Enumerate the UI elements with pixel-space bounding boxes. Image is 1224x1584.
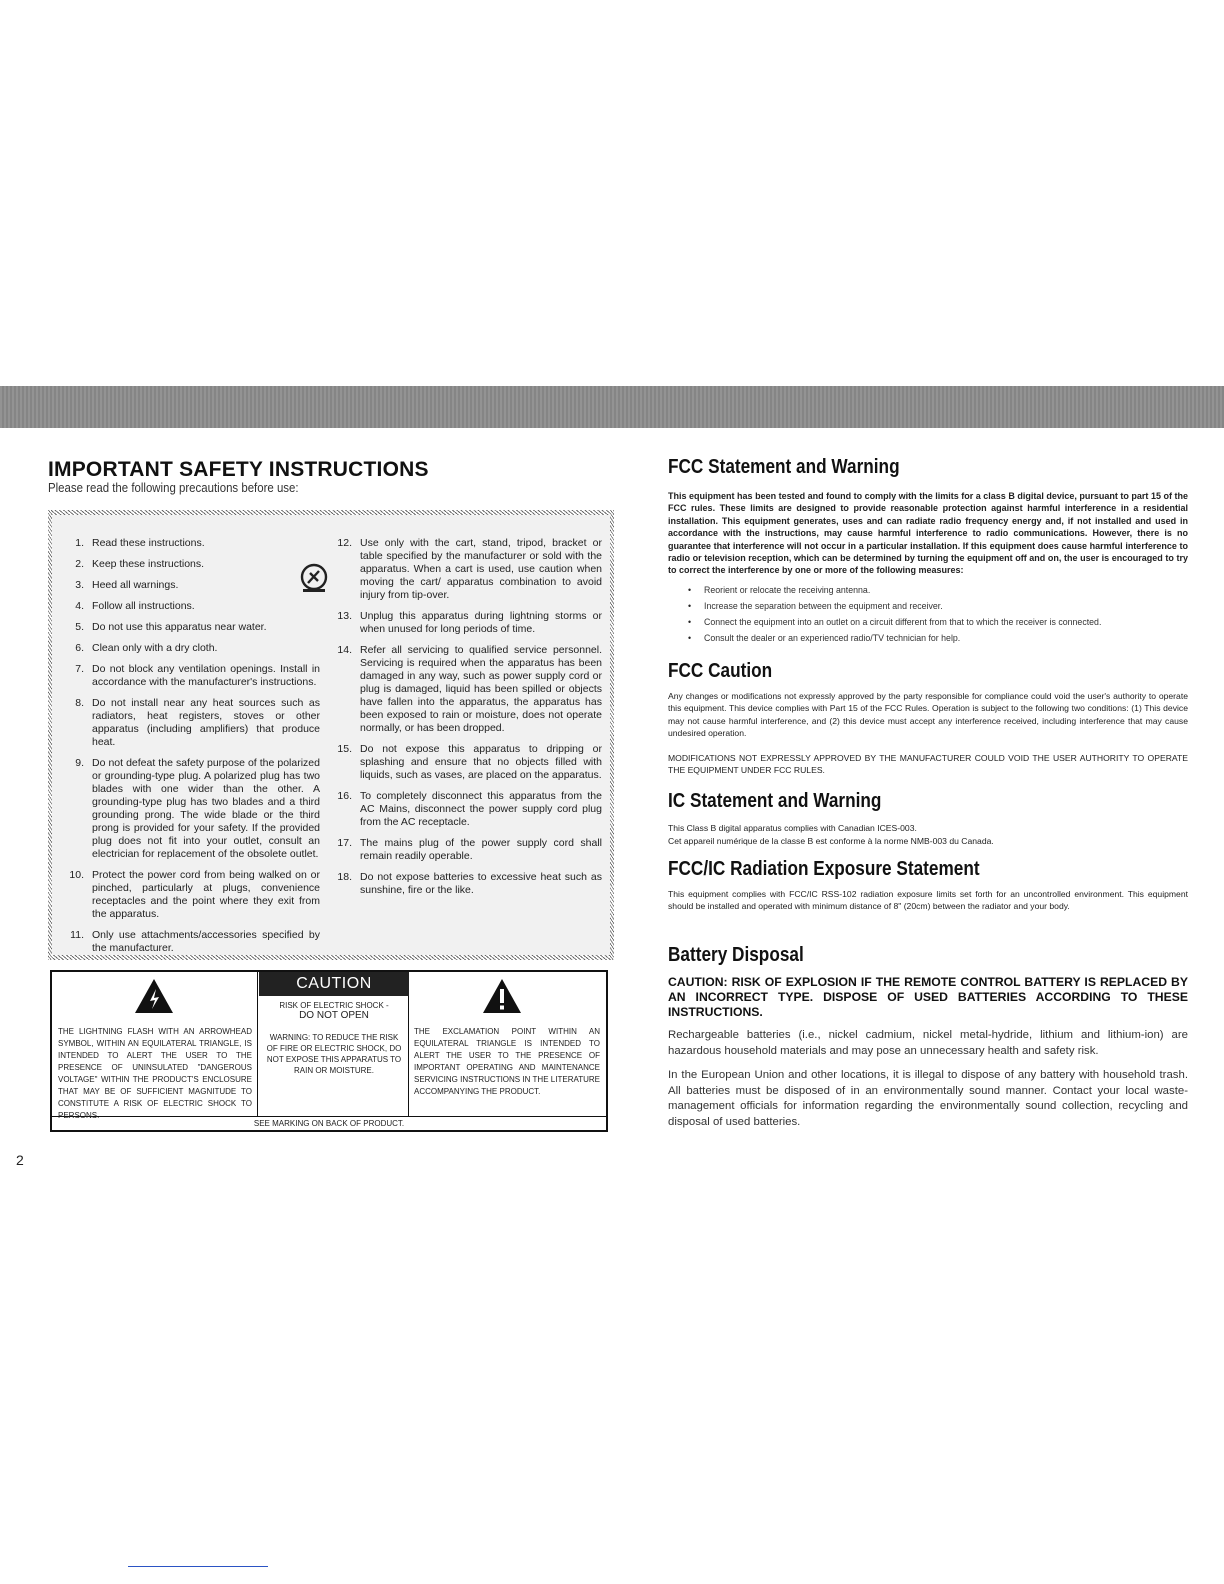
lightning-symbol-text: THE LIGHTNING FLASH WITH AN ARROWHEAD SYMBOL, WITHIN AN EQUILATERAL TRIANGLE, IS INTENDED TO ALERT THE USER TO THE PRESENCE OF UNINSULATED "DANGEROUS VOLTAGE" WITHIN THE PRODUCT'S ENCLOSURE THAT MAY BE OF SUFFICIENT MAGNITUDE TO CONSTITUTE A RISK OF ELECTRIC SHOCK TO PERSONS. bbox=[58, 1027, 252, 1120]
list-item bbox=[66, 642, 320, 655]
list-item: • Consult the dealer or an experienced radio/TV technician for help. bbox=[688, 630, 1188, 646]
exclamation-symbol-text: THE EXCLAMATION POINT WITHIN AN EQUILATERAL TRIANGLE IS INTENDED TO ALERT THE USER TO THE PRESENCE OF IMPORTANT OPERATING AND MAINTENANCE SERVICING INSTRUCTIONS IN THE LITERATURE ACCOMPANYING THE PRODUCT. bbox=[414, 1027, 600, 1096]
item-number: 15. bbox=[337, 743, 352, 755]
item-number: 16. bbox=[337, 790, 352, 802]
item-text: Refer all servicing to qualified service personnel. Servicing is required when the apparatus has been damaged in any way, such as power supply cord or plug is damaged, liquid has been spilled or objects have fallen into the apparatus, the apparatus has been exposed to rain or moisture, does not operate normally, or has been dropped. bbox=[360, 644, 602, 734]
list-item bbox=[334, 537, 602, 602]
item-text: Use only with the cart, stand, tripod, bracket or table specified by the manufacturer or sold with the apparatus. When a cart is used, use caution when moving the cart/ apparatus combination to avoid injury from tip-over. bbox=[360, 537, 602, 601]
caution-sub-2: DO NOT OPEN bbox=[299, 1010, 369, 1021]
item-number: 6. bbox=[75, 642, 84, 654]
footer-rule bbox=[128, 1566, 268, 1567]
safety-instructions-box bbox=[48, 510, 614, 960]
item-text: Do not expose this apparatus to dripping or splashing and ensure that no objects filled with liquids, such as vases, are placed on the apparatus. bbox=[360, 743, 602, 781]
fcc-statement-body: This equipment has been tested and found to comply with the limits for a class B digital device, pursuant to part 15 of the FCC rules. These limits are designed to provide reasonable protection against harmful interference in a residential installation. This equipment generates, uses and can radiate radio frequency energy and, if not installed and used in accordance with the instructions, may cause harmful interference to radio communications. However, there is no guarantee that interference will not occur in a particular installation. If this equipment does cause harmful interference to radio or television reception, which can be determined by turning the equipment off and on, the user is encouraged to try to correct the interference by one or more of the following measures: bbox=[668, 491, 1188, 576]
item-number: 10. bbox=[69, 869, 84, 881]
list-item bbox=[66, 621, 320, 634]
cart-tipover-icon bbox=[299, 563, 329, 593]
fcc-caution-modifications: MODIFICATIONS NOT EXPRESSLY APPROVED BY THE MANUFACTURER COULD VOID THE USER AUTHORITY TO OPERATE THE EQUIPMENT UNDER FCC RULES. bbox=[668, 753, 1188, 776]
item-text: Do not block any ventilation openings. Install in accordance with the manufacturer's instructions. bbox=[92, 663, 320, 688]
item-text: To completely disconnect this apparatus from the AC Mains, disconnect the power supply cord plug from the AC receptacle. bbox=[360, 790, 602, 828]
item-text: Do not install near any heat sources such as radiators, heat registers, stoves or other apparatus (including amplifiers) that produce heat. bbox=[92, 697, 320, 748]
item-text: Do not expose batteries to excessive heat such as sunshine, fire or the like. bbox=[360, 871, 602, 896]
item-number: 8. bbox=[75, 697, 84, 709]
list-item bbox=[334, 743, 602, 782]
fcc-statement-heading: FCC Statement and Warning bbox=[668, 456, 900, 478]
caution-sub-1: RISK OF ELECTRIC SHOCK - bbox=[279, 1001, 389, 1010]
header-bar bbox=[0, 386, 1224, 428]
list-item bbox=[66, 579, 320, 592]
radiation-body: This equipment complies with FCC/IC RSS-102 radiation exposure limits set forth for an uncontrolled environment. This equipment should be installed and operated with minimum distance of 8" (20cm) between the radiator and your body. bbox=[668, 889, 1188, 912]
battery-paragraph-2: In the European Union and other locations, it is illegal to dispose of any battery with household trash. All batteries must be disposed of in an environmentally sound manner. Contact your local waste-management officials for information regarding the environmentally sound collection, recycling and disposal of used batteries. bbox=[668, 1069, 1188, 1128]
item-number: 17. bbox=[337, 837, 352, 849]
ic-statement-heading: IC Statement and Warning bbox=[668, 790, 882, 812]
list-item bbox=[334, 644, 602, 735]
item-text: Heed all warnings. bbox=[92, 579, 179, 591]
list-item bbox=[334, 790, 602, 829]
ic-statement-line-1: This Class B digital apparatus complies with Canadian ICES-003. bbox=[668, 823, 917, 833]
ic-statement-line-2: Cet appareil numérique de la classe B est conforme à la norme NMB-003 du Canada. bbox=[668, 836, 994, 846]
battery-heading: Battery Disposal bbox=[668, 944, 804, 966]
caution-warning-text: WARNING: TO REDUCE THE RISK OF FIRE OR ELECTRIC SHOCK, DO NOT EXPOSE THIS APPARATUS TO RAIN OR MOISTURE. bbox=[266, 1033, 402, 1075]
page-number: 2 bbox=[16, 1152, 24, 1168]
item-text: Read these instructions. bbox=[92, 537, 205, 549]
item-number: 5. bbox=[75, 621, 84, 633]
list-item bbox=[66, 757, 320, 861]
divider bbox=[257, 972, 258, 1116]
item-text: Only use attachments/accessories specified by the manufacturer. bbox=[92, 929, 320, 954]
list-item bbox=[66, 869, 320, 921]
safety-column-right bbox=[334, 537, 602, 905]
safety-subtitle: Please read the following precautions before use: bbox=[48, 480, 299, 495]
radiation-heading: FCC/IC Radiation Exposure Statement bbox=[668, 858, 980, 880]
caution-table bbox=[50, 970, 608, 1132]
item-number: 1. bbox=[75, 537, 84, 549]
item-text: Clean only with a dry cloth. bbox=[92, 642, 218, 654]
item-number: 9. bbox=[75, 757, 84, 769]
item-number: 13. bbox=[337, 610, 352, 622]
item-number: 4. bbox=[75, 600, 84, 612]
fcc-caution-body: Any changes or modifications not expressly approved by the party responsible for compliance could void the user's authority to operate this equipment. This device complies with Part 15 of the FCC Rules. Operation is subject to the following two conditions: (1) This device may not cause harmful interference, and (2) this device must accept any interference received, including interference that may cause undesired operation. bbox=[668, 691, 1188, 738]
exclamation-warning-icon bbox=[482, 978, 522, 1014]
item-text: The mains plug of the power supply cord shall remain readily operable. bbox=[360, 837, 602, 862]
list-item bbox=[66, 537, 320, 550]
item-text: Follow all instructions. bbox=[92, 600, 195, 612]
item-number: 2. bbox=[75, 558, 84, 570]
list-item bbox=[66, 929, 320, 955]
list-item bbox=[334, 871, 602, 897]
list-item bbox=[66, 697, 320, 749]
fcc-caution-heading: FCC Caution bbox=[668, 660, 773, 682]
lightning-warning-icon bbox=[134, 978, 174, 1014]
item-text: Do not defeat the safety purpose of the polarized or grounding-type plug. A polarized plug has two blades with one wider than the other. A grounding-type plug has two blades and a third grounding prong. The wide blade or the third prong is provided for your safety. If the provided plug does not fit into your outlet, consult an electrician for replacement of the obsolete outlet. bbox=[92, 757, 320, 860]
item-text: Unplug this apparatus during lightning storms or when unused for long periods of time. bbox=[360, 610, 602, 635]
list-item bbox=[66, 663, 320, 689]
item-number: 7. bbox=[75, 663, 84, 675]
item-number: 11. bbox=[70, 929, 84, 941]
list-item: • Increase the separation between the equipment and receiver. bbox=[688, 598, 1188, 614]
safety-column-left bbox=[66, 537, 320, 963]
item-number: 3. bbox=[75, 579, 84, 591]
battery-caution: CAUTION: RISK OF EXPLOSION IF THE REMOTE CONTROL BATTERY IS REPLACED BY AN INCORRECT TYPE. DISPOSE OF USED BATTERIES ACCORDING TO THESE INSTRUCTIONS. bbox=[668, 975, 1188, 1019]
list-item bbox=[334, 610, 602, 636]
safety-title: IMPORTANT SAFETY INSTRUCTIONS bbox=[48, 458, 429, 481]
item-text: Do not use this apparatus near water. bbox=[92, 621, 267, 633]
item-number: 18. bbox=[337, 871, 352, 883]
caution-heading: CAUTION bbox=[259, 972, 409, 996]
list-item: • Connect the equipment into an outlet on a circuit different from that to which the receiver is connected. bbox=[688, 614, 1188, 630]
list-item bbox=[66, 600, 320, 613]
fcc-measures-list bbox=[688, 582, 1188, 646]
battery-paragraph-1: Rechargeable batteries (i.e., nickel cadmium, nickel metal-hydride, lithium and lithium-ion) are hazardous household materials and may pose an unnecessary health and safety risk. bbox=[668, 1029, 1188, 1057]
list-item bbox=[66, 558, 320, 571]
item-text: Protect the power cord from being walked on or pinched, particularly at plugs, convenience receptacles and the point where they exit from the apparatus. bbox=[92, 869, 320, 920]
list-item: • Reorient or relocate the receiving antenna. bbox=[688, 582, 1188, 598]
item-number: 14. bbox=[337, 644, 352, 656]
item-number: 12. bbox=[337, 537, 352, 549]
list-item bbox=[334, 837, 602, 863]
item-text: Keep these instructions. bbox=[92, 558, 205, 570]
caution-footer: SEE MARKING ON BACK OF PRODUCT. bbox=[253, 1119, 405, 1128]
